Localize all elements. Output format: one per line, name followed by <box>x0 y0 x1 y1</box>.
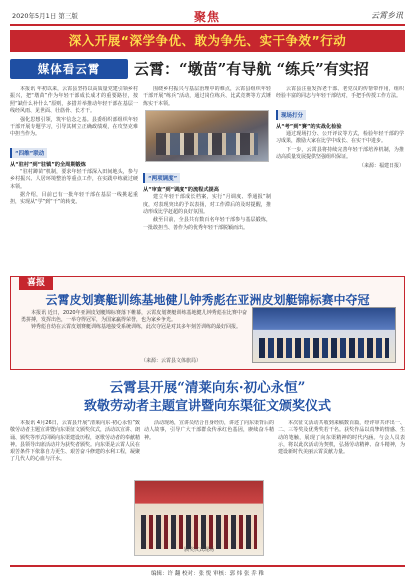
paragraph: 云霄县注重发挥老干部、老党员的传帮带作用，组织经验丰富的同志与年轻干部结对，手把手传授工作方法。 <box>276 86 404 100</box>
editorial-footer <box>10 565 405 577</box>
good-news-box <box>10 276 405 370</box>
paragraph: 据介绍，目前已有一批年轻干部在基层一线挑起重担，实现从“学”到“干”的转变。 <box>10 192 138 206</box>
subheading-tag: 现场打分 <box>276 110 306 120</box>
paragraph: 本报讯 年初以来，云霄县坚持以高质量党建引领乡村振兴，把“墩苗”作为年轻干部成长成才的重要路径，按照“缺什么补什么”原则，多措并举推动年轻干部在基层一线经风雨、见世面、壮筋骨、长才干。 <box>10 86 138 115</box>
paragraph: 建立年轻干部成长档案，实行“月调度、季通报”制度，对表现突出的予以表扬，对工作滞后的及时提醒，推动形成比学赶超的良好氛围。 <box>143 194 271 216</box>
section-title: 聚焦 <box>194 10 221 24</box>
subheading: 从“考”到“赛”的实战化检验 <box>276 123 342 130</box>
campaign-banner: 深入开展“深学争优、敢为争先、实干争效”行动 <box>10 30 405 52</box>
ceremony-group-photo <box>134 480 264 556</box>
feature-column-1 <box>10 86 138 272</box>
article2-column-1 <box>10 420 140 560</box>
paragraph: “驻村蹲苗”机制，要求年轻干部深入田间地头，参与乡村振兴、人居环境整治等重点工作，在实践中练就过硬本领。 <box>10 168 138 190</box>
article2-column-3 <box>278 420 405 560</box>
paper-name: 云霄乡讯 <box>371 11 403 20</box>
paragraph: 本次征文活动共收到来稿数百篇，经评审共评出一、二、三等奖及优秀奖若干名。获奖作品以真挚的情感、生动的笔触，展现了向东渠精神的时代内涵。与会人员表示，将以此次活动为契机，弘扬劳动精神、奋斗精神，为建设新时代美丽云霄贡献力量。 <box>278 420 405 456</box>
feature-column-2 <box>143 86 271 272</box>
subheading: 从“驻村”到“驻镇”的全周期锻炼 <box>10 161 86 168</box>
source-byline: （来源：福建日报） <box>358 163 404 170</box>
good-news-tag: 喜报 <box>19 276 53 290</box>
paragraph: 强化思想引领，筑牢信念之基。县委组织部组织年轻干部开展专题学习，引导其树立正确政绩观，在攻坚克难中担当作为。 <box>10 116 138 138</box>
paragraph: 钟秀彪自幼在云霄皮划赛艇训练基地接受系统训练，此次夺冠是对其多年刻苦训练的最好回报。 <box>31 324 242 331</box>
feature-column-3 <box>276 86 404 272</box>
article2-title-line2: 致敬劳动者主题宣讲暨向东渠征文颁奖仪式 <box>83 399 331 414</box>
editor-credits: 编辑：许 翻 校对：张 悦 审核：郭 炜 张 乔 稚 <box>151 571 264 577</box>
paragraph: 活动现场，宣讲员结合自身经历，讲述了向东渠背后的动人故事，引导广大干部群众传承红色基因，赓续奋斗精神。 <box>144 420 274 441</box>
good-news-source: （来源：云霄县文体旅局） <box>141 358 202 364</box>
paragraph: 截至目前，全县共有数百名年轻干部参与基层锻炼，一批敢担当、善作为的优秀年轻干部脱颖而出。 <box>143 217 271 231</box>
subheading-tag: “四维”联动 <box>10 148 47 158</box>
feature-photo <box>145 110 269 162</box>
feature-headline: 云霄：“墩苗”有导航 “练兵”有实招 <box>134 60 369 78</box>
article2-column-2 <box>144 420 274 478</box>
issue-date: 2020年5月1日 第三版 <box>12 12 78 20</box>
feature-headline-row <box>10 57 405 81</box>
subheading: 从“审查”到“调度”的流程式提高 <box>143 187 219 194</box>
good-news-body <box>21 310 247 332</box>
feature-article <box>10 86 405 272</box>
paragraph: 围绕乡村振兴与基层治理中的难点，云霄县组织年轻干部开展“练兵”活动，通过岗位练兵、比武竞赛等方式锤炼实干本领。 <box>143 86 271 107</box>
media-tag: 媒体看云霄 <box>10 59 128 79</box>
good-news-title: 云霄皮划赛艇训练基地健儿钟秀彪在亚洲皮划艇锦标赛中夺冠 <box>45 293 370 307</box>
paragraph: 本报讯 4月26日，云霄县开展“清莱向东·初心永恒”致敬劳动者主题宣讲暨向东渠征文颁奖仪式，活动以宣讲、朗诵、颁奖等形式回顾向东渠建设历程，讴歌劳动者的奉献精神。县领导出席活动并为获奖者颁奖。向东渠是云霄人民在艰苦条件下依靠自力更生、艰苦奋斗修建的水利工程，凝聚了几代人的心血与汗水。 <box>10 420 140 463</box>
paragraph: 通过现场打分、公开评议等方式，检验年轻干部的学习成果，激励大家在比学中成长、在实干中进步。 <box>276 130 404 145</box>
article2-title-line1: 云霄县开展“清莱向东·初心永恒” <box>109 380 306 396</box>
paragraph: 本报讯 近日，2020年亚洲皮划艇锦标赛落下帷幕，云霄皮划赛艇训练基地健儿钟秀彪在比赛中奋勇拼搏，发挥出色，一举夺得冠军，为国家赢得荣誉，也为家乡争光。 <box>21 310 247 324</box>
masthead <box>10 6 405 26</box>
subheading-tag: “两项调度” <box>143 173 180 183</box>
paragraph: 下一步，云霄县将持续完善年轻干部培养机制，为推动高质量发展提供坚强组织保证。 <box>276 146 404 161</box>
award-ceremony-photo <box>252 307 396 363</box>
photo-caption: 颁奖仪式现场 <box>183 547 214 553</box>
